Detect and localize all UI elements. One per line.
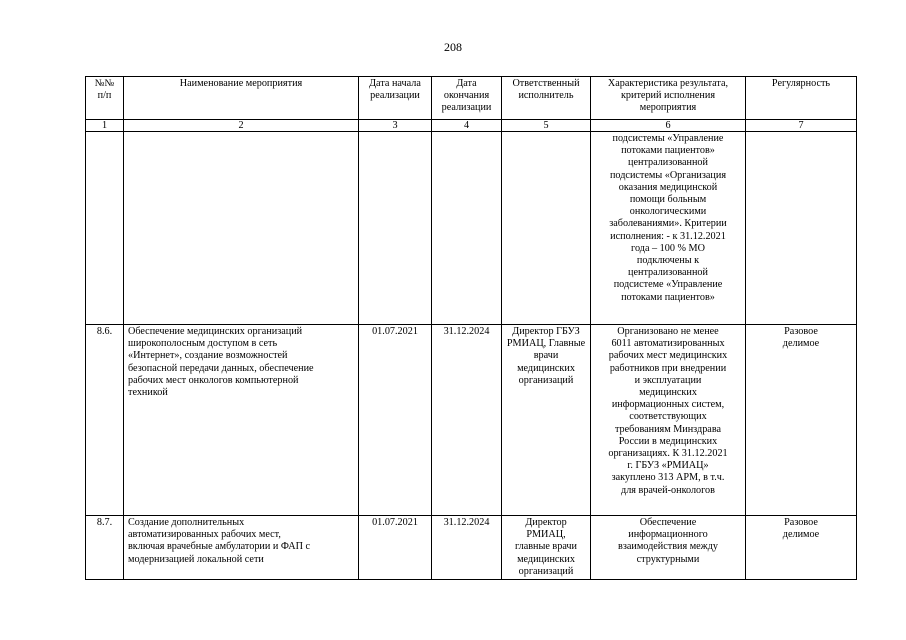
header-executor: Ответственный исполнитель	[502, 77, 591, 120]
header-measure-name: Наименование мероприятия	[124, 77, 359, 120]
header-start-date: Дата начала реализации	[359, 77, 432, 120]
column-number: 5	[502, 120, 591, 132]
measure-name	[124, 132, 359, 325]
column-number-row	[86, 120, 857, 132]
header-end-date: Дата окончания реализации	[432, 77, 502, 120]
result-criteria: Обеспечение информационного взаимодействия между структурными	[591, 516, 746, 580]
column-number: 4	[432, 120, 502, 132]
page-number: 208	[444, 40, 462, 54]
start-date: 01.07.2021	[359, 325, 432, 516]
header-regularity: Регулярность	[746, 77, 857, 120]
measure-name: Обеспечение медицинских организаций широкополосным доступом в сеть «Интернет», создание возможностей безопасной передачи данных, обеспечение рабочих мест онкологов компьютерной техникой	[124, 325, 359, 516]
regularity: Разовое делимое	[746, 516, 857, 580]
result-criteria: подсистемы «Управление потоками пациентов» централизованной подсистемы «Организация оказания медицинской помощи больным онкологическими заболеваниями». Критерии исполнения: - к 31.12.2021 года – 100 % МО подключены к централизованной подсистеме «Управление потоками пациентов»	[591, 132, 746, 325]
executor	[502, 132, 591, 325]
column-number: 6	[591, 120, 746, 132]
table-row	[86, 325, 857, 516]
row-number: 8.6.	[86, 325, 124, 516]
result-criteria: Организовано не менее 6011 автоматизированных рабочих мест медицинских работников при внедрении и эксплуатации медицинских информационных систем, соответствующих требованиям Минздрава России в медицинских организациях. К 31.12.2021 г. ГБУЗ «РМИАЦ» закуплено 313 АРМ, в т.ч. для врачей-онкологов	[591, 325, 746, 516]
start-date	[359, 132, 432, 325]
end-date	[432, 132, 502, 325]
header-number: №№ п/п	[86, 77, 124, 120]
column-number: 7	[746, 120, 857, 132]
executor: Директор ГБУЗ РМИАЦ, Главные врачи медицинских организаций	[502, 325, 591, 516]
column-number: 3	[359, 120, 432, 132]
executor: Директор РМИАЦ, главные врачи медицинских организаций	[502, 516, 591, 580]
end-date: 31.12.2024	[432, 516, 502, 580]
column-number: 2	[124, 120, 359, 132]
row-number: 8.7.	[86, 516, 124, 580]
end-date: 31.12.2024	[432, 325, 502, 516]
regularity: Разовое делимое	[746, 325, 857, 516]
header-result: Характеристика результата, критерий исполнения мероприятия	[591, 77, 746, 120]
column-number: 1	[86, 120, 124, 132]
start-date: 01.07.2021	[359, 516, 432, 580]
measures-table	[85, 76, 857, 580]
header-row	[86, 77, 857, 120]
table-row	[86, 516, 857, 580]
regularity	[746, 132, 857, 325]
table-row	[86, 132, 857, 325]
row-number	[86, 132, 124, 325]
measure-name: Создание дополнительных автоматизированных рабочих мест, включая врачебные амбулатории и ФАП с модернизацией локальной сети	[124, 516, 359, 580]
